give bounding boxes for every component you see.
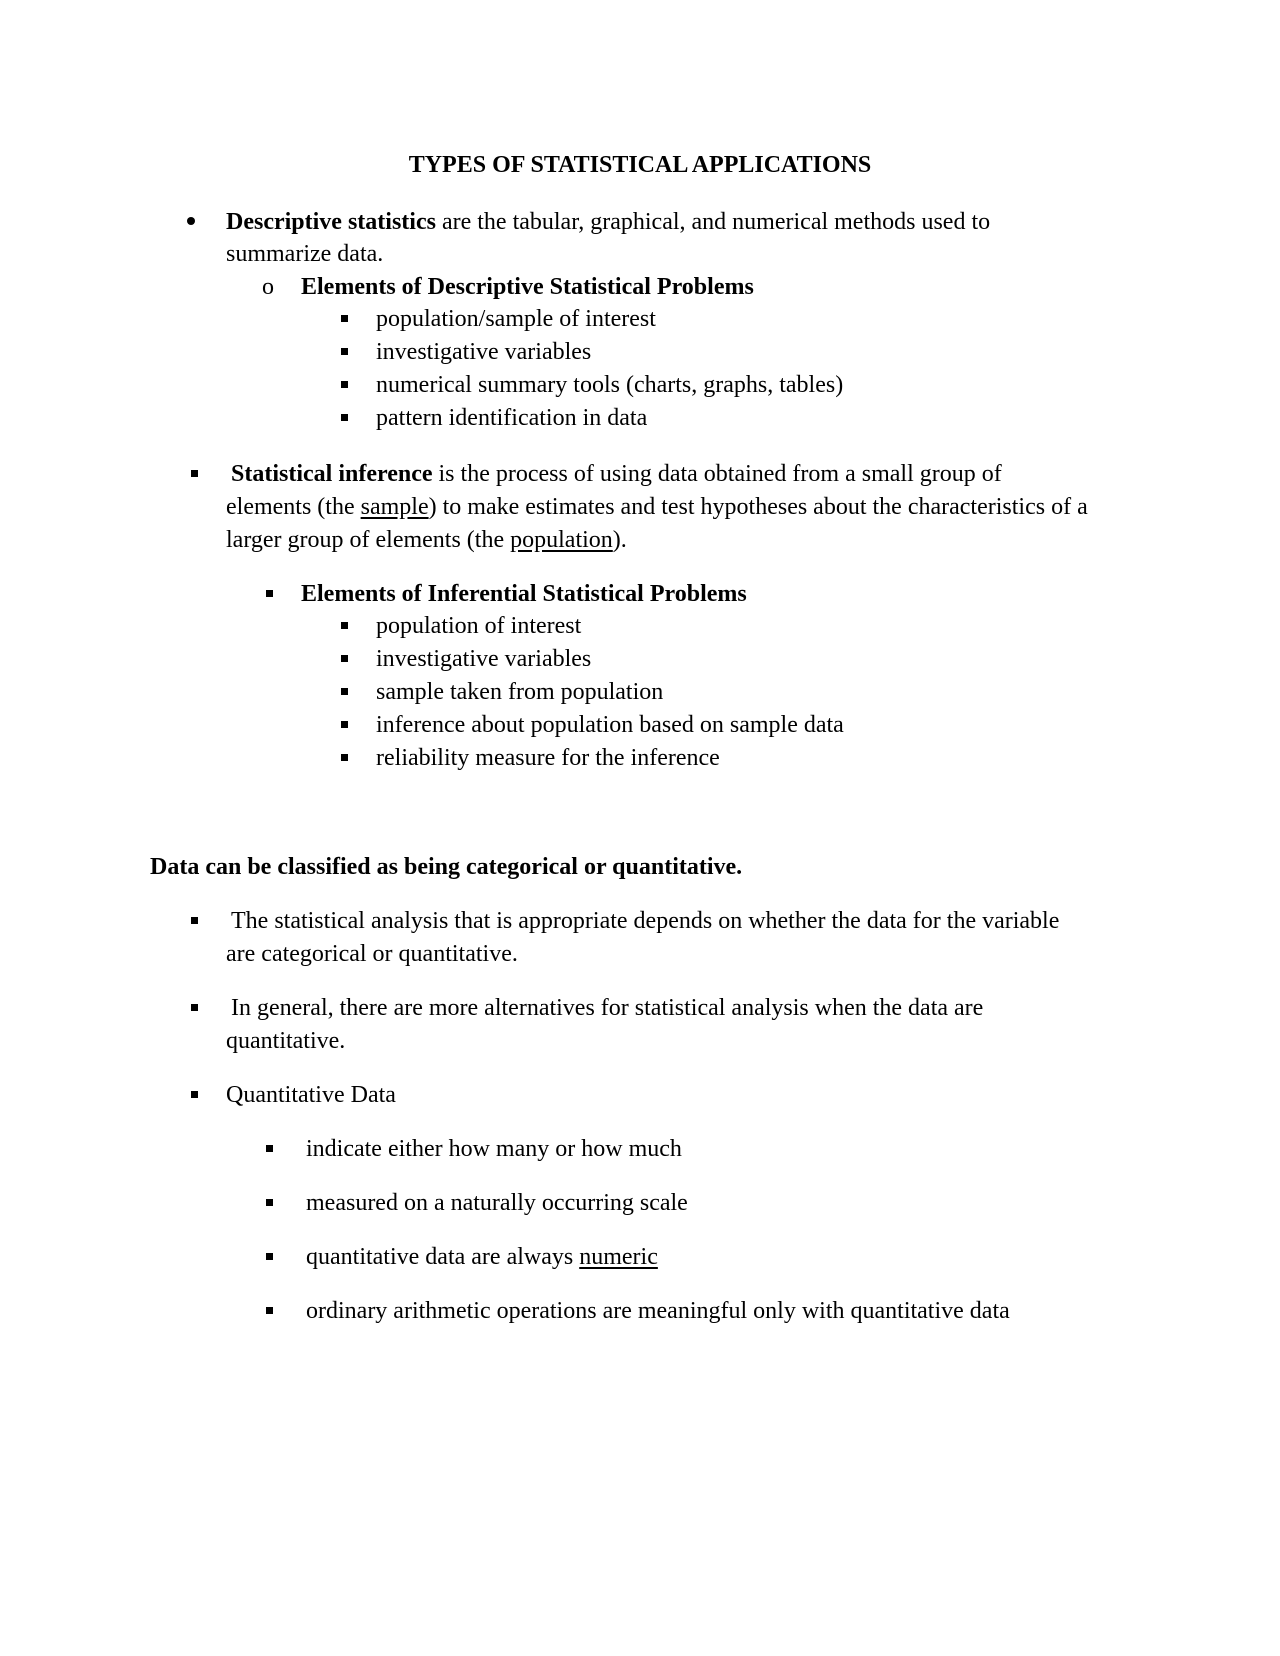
list-item: indicate either how many or how much bbox=[306, 1136, 682, 1162]
list-item: inference about population based on sample data bbox=[376, 712, 844, 738]
sample-term: sample bbox=[360, 494, 429, 520]
square-bullet-icon bbox=[341, 688, 348, 695]
population-term: population bbox=[510, 527, 613, 553]
circle-bullet-icon: o bbox=[262, 274, 274, 300]
inference-line-1 bbox=[231, 459, 1002, 489]
list-item: reliability measure for the inference bbox=[376, 745, 720, 771]
list-item: sample taken from population bbox=[376, 679, 664, 705]
quantitative-heading: Quantitative Data bbox=[226, 1082, 396, 1108]
square-bullet-icon bbox=[191, 1091, 198, 1098]
square-bullet-icon bbox=[266, 1145, 273, 1152]
square-bullet-icon bbox=[266, 1199, 273, 1206]
square-bullet-icon bbox=[341, 414, 348, 421]
inference-subheading: Elements of Inferential Statistical Problems bbox=[301, 581, 747, 607]
page-title: TYPES OF STATISTICAL APPLICATIONS bbox=[408, 152, 872, 178]
inference-term: Statistical inference bbox=[231, 461, 433, 487]
descriptive-subheading: Elements of Descriptive Statistical Problems bbox=[301, 274, 754, 300]
inference-definition: is the process of using data obtained from a small group of bbox=[432, 461, 1002, 487]
inference-text: ) to make estimates and test hypotheses about the characteristics of a bbox=[428, 494, 1088, 520]
list-item bbox=[306, 1242, 658, 1272]
inference-text: ). bbox=[612, 527, 627, 553]
list-item: investigative variables bbox=[376, 646, 592, 672]
square-bullet-icon bbox=[341, 315, 348, 322]
classification-p2-line-2: quantitative. bbox=[226, 1028, 346, 1054]
list-item-text: quantitative data are always bbox=[306, 1244, 580, 1270]
list-item: population/sample of interest bbox=[376, 306, 656, 332]
descriptive-term: Descriptive statistics bbox=[226, 209, 436, 235]
list-item: population of interest bbox=[376, 613, 582, 639]
descriptive-line-1 bbox=[226, 207, 990, 237]
square-bullet-icon bbox=[191, 917, 198, 924]
bullet-dot-icon bbox=[187, 217, 195, 225]
inference-line-3 bbox=[226, 525, 627, 555]
inference-text: elements (the bbox=[226, 494, 361, 520]
list-item: numerical summary tools (charts, graphs, tables) bbox=[376, 372, 844, 398]
square-bullet-icon bbox=[191, 470, 198, 477]
inference-line-2 bbox=[226, 492, 1088, 522]
square-bullet-icon bbox=[341, 721, 348, 728]
square-bullet-icon bbox=[341, 622, 348, 629]
numeric-term: numeric bbox=[579, 1244, 658, 1270]
classification-p1-line-1: The statistical analysis that is appropriate depends on whether the data for the variable bbox=[231, 908, 1060, 934]
square-bullet-icon bbox=[266, 590, 273, 597]
square-bullet-icon bbox=[266, 1253, 273, 1260]
square-bullet-icon bbox=[191, 1004, 198, 1011]
list-item: investigative variables bbox=[376, 339, 592, 365]
list-item: ordinary arithmetic operations are meaningful only with quantitative data bbox=[306, 1298, 1010, 1324]
list-item: measured on a naturally occurring scale bbox=[306, 1190, 688, 1216]
descriptive-line-2: summarize data. bbox=[226, 241, 384, 267]
square-bullet-icon bbox=[266, 1307, 273, 1314]
classification-heading: Data can be classified as being categorical or quantitative. bbox=[150, 854, 743, 880]
square-bullet-icon bbox=[341, 655, 348, 662]
square-bullet-icon bbox=[341, 348, 348, 355]
square-bullet-icon bbox=[341, 381, 348, 388]
square-bullet-icon bbox=[341, 754, 348, 761]
list-item: pattern identification in data bbox=[376, 405, 648, 431]
classification-p2-line-1: In general, there are more alternatives for statistical analysis when the data are bbox=[231, 995, 984, 1021]
descriptive-definition: are the tabular, graphical, and numerical methods used to bbox=[435, 209, 991, 235]
inference-text: larger group of elements (the bbox=[226, 527, 511, 553]
classification-p1-line-2: are categorical or quantitative. bbox=[226, 941, 518, 967]
